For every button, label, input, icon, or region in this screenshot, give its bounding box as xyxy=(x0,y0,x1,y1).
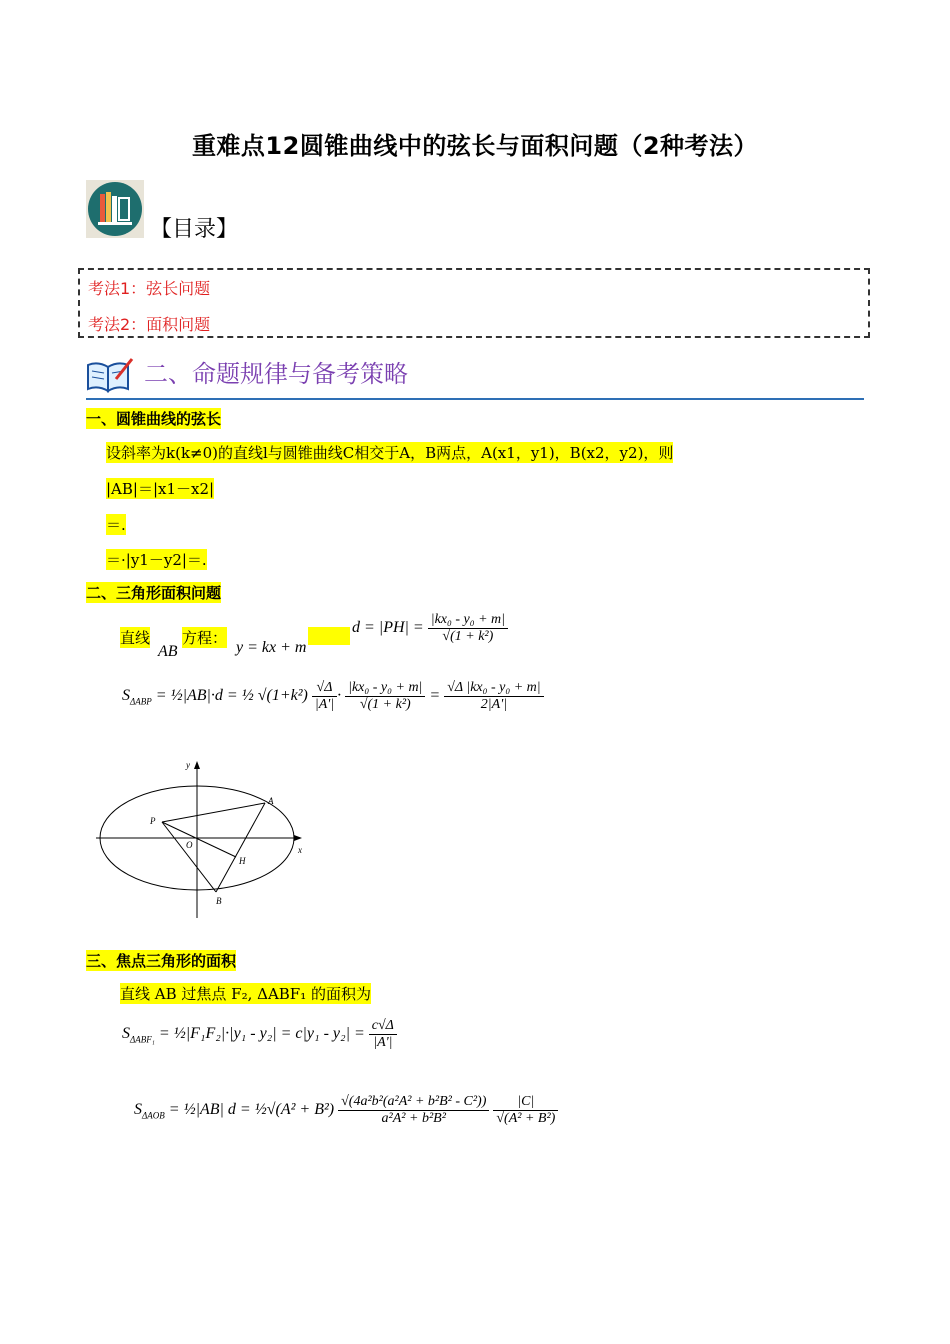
focal-s: S xyxy=(122,1025,130,1043)
chord-formula-2: ＝. xyxy=(106,516,126,534)
distance-lhs: d = |PH| = xyxy=(352,619,424,637)
area-sqrt: √(1+k²) xyxy=(257,687,308,705)
equation-label: 方程： xyxy=(182,629,228,647)
x-axis-arrow xyxy=(294,835,302,841)
highlight-block xyxy=(308,627,350,645)
segment-pa xyxy=(162,803,265,822)
area-frac3-num: √Δ |kx₀ - y₀ + m| xyxy=(444,680,543,697)
section-divider xyxy=(86,398,864,400)
label-y: y xyxy=(186,760,190,770)
chord-formula-x: |AB|＝|x1－x2| xyxy=(106,480,215,498)
books-icon xyxy=(86,180,144,238)
area-frac1-den: |A'| xyxy=(314,697,335,712)
ellipse-diagram xyxy=(90,756,320,924)
label-o: O xyxy=(186,840,193,850)
area-formula-abp: $S_{\Delta ABP}$ = ½|AB|·d = ½ √(1+k²) $\frac{√\Delta}{|A'|}$ · $\frac{\text{|kx₀ - y₀ + m|}}{\text{√(1 + k²)}}$ = $\frac{\text{√Δ |kx₀ - y₀ + m|}}{2|A'|}$ xyxy=(122,680,544,713)
area-frac2-num: |kx₀ - y₀ + m| xyxy=(345,680,425,697)
toc-box xyxy=(78,268,870,338)
segment-pb xyxy=(162,822,216,892)
line-label: 直线 xyxy=(120,629,151,647)
chord-formula-y: ＝·|y1－y2|＝. xyxy=(106,551,207,569)
label-b: B xyxy=(216,896,222,906)
aob-s: S xyxy=(134,1101,142,1119)
aob-expr: = ½|AB| d = ½√(A² + B²) xyxy=(168,1101,335,1119)
area-subscript: ΔABP xyxy=(130,696,152,707)
segment-ph xyxy=(162,822,236,857)
book-pencil-icon xyxy=(86,355,134,395)
distance-formula xyxy=(352,612,508,645)
part2-heading: 二、三角形面积问题 xyxy=(86,584,222,602)
area-frac2-den: √(1 + k²) xyxy=(359,697,411,712)
distance-denominator: √(1 + k²) xyxy=(442,629,494,644)
toc-heading: 【目录】 xyxy=(150,217,239,242)
distance-numerator: |kx₀ - y₀ + m| xyxy=(428,612,508,629)
aob-num: √(4a²b²(a²A² + b²B² - C²)) xyxy=(338,1094,489,1111)
line-equation: y = kx + m xyxy=(236,639,307,656)
label-a: A xyxy=(268,796,274,806)
chord-definition: 设斜率为k(k≠0)的直线l与圆锥曲线C相交于A，B两点，A(x1，y1)，B(x2，y2)，则 xyxy=(106,444,674,462)
area-frac3-den: 2|A'| xyxy=(480,697,508,712)
area-expr: = ½|AB|·d = ½ xyxy=(155,687,254,705)
area-s: S xyxy=(122,687,130,705)
part3-heading: 三、焦点三角形的面积 xyxy=(86,952,237,970)
part1-heading: 一、圆锥曲线的弦长 xyxy=(86,410,222,428)
aob-num2: |C| xyxy=(493,1094,558,1111)
aob-den2: √(A² + B²) xyxy=(496,1111,556,1126)
toc-item-1[interactable]: 考法1：弦长问题 xyxy=(88,279,211,298)
page-title: 重难点12圆锥曲线中的弦长与面积问题（2种考法） xyxy=(191,132,759,160)
focal-num: c√Δ xyxy=(369,1018,397,1035)
aob-den: a²A² + b²B² xyxy=(381,1111,446,1126)
label-p: P xyxy=(150,816,156,826)
label-x: x xyxy=(298,845,302,855)
aob-subscript: ΔAOB xyxy=(142,1110,165,1121)
focal-subscript: ΔABF₁ xyxy=(130,1034,155,1045)
section-title: 二、命题规律与备考策略 xyxy=(144,360,408,388)
focal-den: |A'| xyxy=(373,1035,393,1050)
label-h: H xyxy=(239,856,246,866)
toc-item-2[interactable]: 考法2：面积问题 xyxy=(88,315,211,334)
y-axis-arrow xyxy=(194,761,200,769)
line-ab-label: AB xyxy=(158,643,178,660)
focal-line-text: 直线 AB 过焦点 F₂, ΔABF₁ 的面积为 xyxy=(120,985,371,1003)
focal-area-formula xyxy=(122,1018,397,1051)
focal-expr: = ½|F₁F₂|·|y₁ - y₂| = c|y₁ - y₂| = xyxy=(158,1025,365,1043)
aob-area-formula xyxy=(134,1094,558,1127)
area-frac1-num: √Δ xyxy=(312,680,337,697)
